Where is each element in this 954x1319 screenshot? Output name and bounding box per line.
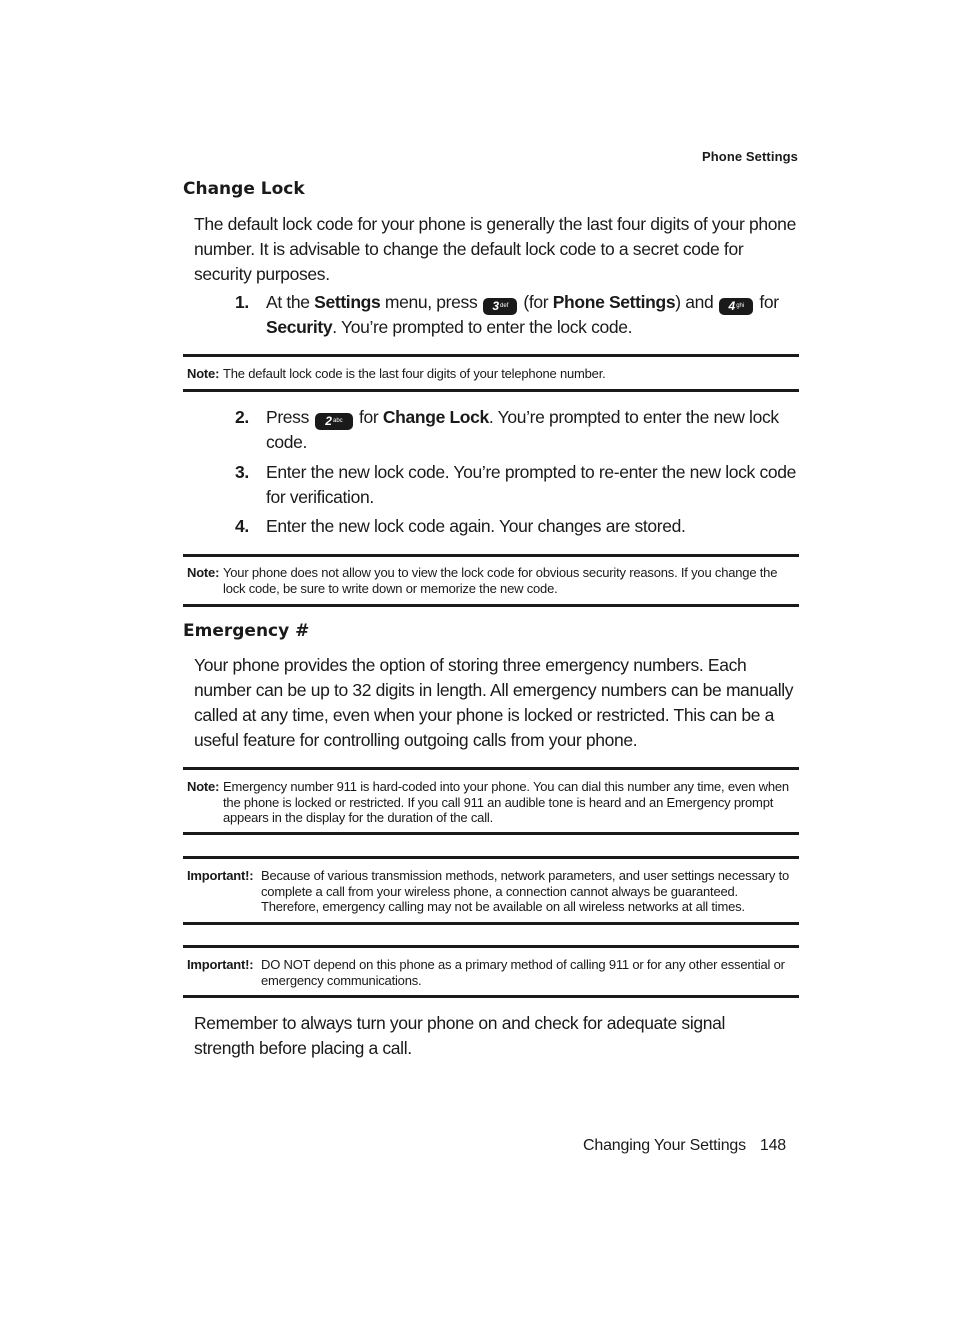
- note-text: The default lock code is the last four digits of your telephone number.: [223, 366, 606, 381]
- step-text: Enter the new lock code again. Your changes are stored.: [266, 516, 686, 536]
- important-label: Important!:: [187, 868, 254, 883]
- emergency-intro: Your phone provides the option of storing three emergency numbers. Each number can be up to 32 digits in length. All emergency numbers can be manually called at any time, even when your phone is locked or restricted. This can be a useful feature for controlling outgoing calls from your phone.: [194, 655, 794, 750]
- step-text-part: At the: [266, 292, 315, 312]
- step-1: [235, 290, 805, 340]
- step-text: [266, 290, 805, 340]
- important-label: Important!:: [187, 957, 254, 972]
- step-text-part: . You’re prompted to enter the lock code.: [332, 317, 633, 337]
- note-label: Note:: [187, 366, 220, 381]
- key-3-icon: $3^{def}$: [483, 298, 517, 315]
- note-text: Your phone does not allow you to view the lock code for obvious security reasons. If you change the lock code, be sure to write down or memorize the new code.: [223, 565, 778, 596]
- closing-paragraph: Remember to always turn your phone on and check for adequate signal strength before placing a call.: [194, 1013, 726, 1058]
- step-2: [235, 405, 805, 455]
- step-text-part: (for: [523, 292, 553, 312]
- change-lock-term: Change Lock: [382, 407, 489, 427]
- important-text: Because of various transmission methods, network parameters, and user settings necessary to complete a call from your wireless phone, a connection cannot always be guaranteed. Therefore, emergency calling may not be available on all wireless networks at all times.: [261, 868, 790, 915]
- note-label: Note:: [187, 779, 220, 794]
- settings-term: Settings: [314, 292, 381, 312]
- step-text-part: menu, press: [380, 292, 478, 312]
- key-2-icon: $2^{abc}$: [315, 413, 353, 430]
- step-number: 4.: [235, 516, 249, 536]
- step-text: Enter the new lock code. You’re prompted to re-enter the new lock code for verification.: [266, 462, 796, 507]
- page-footer: [583, 1137, 786, 1155]
- security-term: Security: [266, 317, 333, 337]
- step-number: 2.: [235, 407, 249, 427]
- page-number: 148: [759, 1137, 786, 1154]
- change-lock-intro: The default lock code for your phone is generally the last four digits of your phone number. It is advisable to change the default lock code to a secret code for security purposes.: [194, 214, 796, 284]
- running-header: Phone Settings: [701, 149, 798, 164]
- change-lock-heading: Change Lock: [183, 179, 305, 199]
- step-3: [235, 460, 805, 510]
- footer-chapter: Changing Your Settings: [583, 1137, 746, 1154]
- step-text-part: ) and: [675, 292, 714, 312]
- key-4-icon: $4^{ghi}$: [719, 298, 753, 315]
- step-text-part: for: [759, 292, 779, 312]
- note-box-lock-code-privacy: [183, 554, 799, 607]
- step-4: [235, 514, 805, 539]
- step-number: 3.: [235, 462, 249, 482]
- important-text: DO NOT depend on this phone as a primary method of calling 911 or for any other essential or emergency communications.: [261, 957, 785, 988]
- important-box-dependence: [183, 945, 799, 998]
- important-box-transmission: [183, 856, 799, 925]
- step-text-part: Press: [266, 407, 309, 427]
- note-box-911: [183, 767, 799, 835]
- note-label: Note:: [187, 565, 220, 580]
- step-text: [266, 405, 805, 455]
- note-box-default-code: [183, 354, 799, 392]
- phone-settings-term: Phone Settings: [552, 292, 676, 312]
- emergency-heading: Emergency #: [183, 621, 310, 641]
- step-number: 1.: [235, 292, 249, 312]
- step-text-part: . You’re prompted to enter the new lock code.: [266, 407, 779, 452]
- note-text: Emergency number 911 is hard-coded into your phone. You can dial this number any time, even when the phone is locked or restricted. If you call 911 an audible tone is heard and an Emergency prompt appears in the display for the duration of the call.: [223, 779, 789, 826]
- step-text-part: for: [358, 407, 383, 427]
